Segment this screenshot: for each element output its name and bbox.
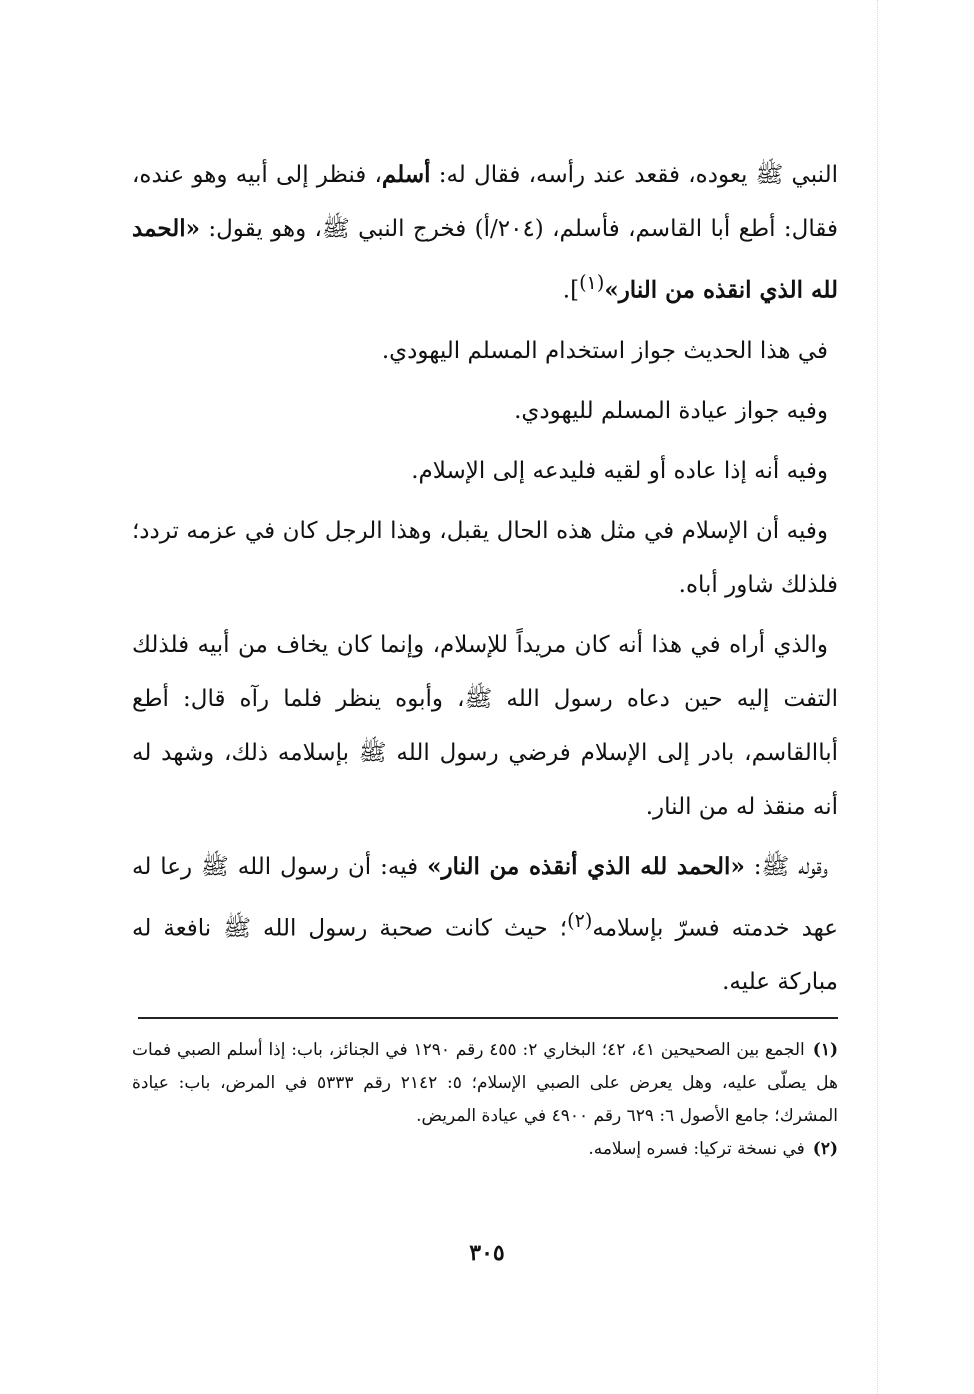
page-number: ٣٠٥ [469,1240,505,1266]
paragraph-hadith-end [132,148,838,318]
paragraph-text: في هذا الحديث جواز استخدام المسلم اليهودي. [381,337,828,364]
bold-quote: «الحمد لله الذي أنقذه من النار» [427,852,745,880]
main-text [132,148,838,1015]
footnote-text: الجمع بين الصحيحين ٤١، ٤٢؛ البخاري ٢: ٤٥٥ رقم ١٢٩٠ في الجنائز، باب: إذا أسلم الصبي فمات هل يصلّى عليه، وهل يعرض على الصبي الإسلام؛ ٥: ٢١٤٢ رقم ٥٣٣٣ في المرض، باب: عيادة المشرك؛ جامع الأصول ٦: ٦٢٩ رقم ٤٩٠٠ في عيادة المريض. [132,1040,838,1126]
commentary-paragraph [132,840,838,1010]
footnote-ref[interactable]: (٢) [567,908,593,932]
text-segment: ، فنظر إلى أبيه وهو عنده، فقال: أطع أبا القاسم، فأسلم، (٢٠٤/أ) فخرج النبي ﷺ، وهو يقول: [132,162,838,242]
commentary-paragraph [132,618,838,834]
footnote-item [132,1133,838,1166]
footnotes [132,1034,838,1166]
footnote-item [132,1034,838,1133]
footnote-number: (١) [812,1040,839,1060]
paragraph-text: وفيه جواز عيادة المسلم لليهودي. [514,397,828,424]
paragraph-text: وفيه أنه إذا عاده أو لقيه فليدعه إلى الإسلام. [411,457,828,484]
footnote-divider [138,1017,838,1019]
footnote-ref[interactable]: (١) [579,271,605,294]
paragraph-text: والذي أراه في هذا أنه كان مريداً للإسلام، وإنما كان يخاف من أبيه فلذلك التفت إليه حين دعاه رسول الله ﷺ، وأبوه ينظر فلما رآه قال: أطع أباالقاسم، بادر إلى الإسلام فرضي رسول الله ﷺ بإسلامه ذلك، وشهد له أنه منقذ له من النار. [132,631,838,820]
bold-quote: «الحمد لله الذي انقذه من النار» [132,215,838,304]
scan-edge-dots [877,0,878,1394]
benefit-paragraph [132,504,838,612]
benefit-paragraph [132,324,838,378]
text-segment: فيه: أن رسول الله ﷺ رعا له عهد خدمته فسرّ بإسلامه [132,853,838,942]
footnote-text: في نسخة تركيا: فسره إسلامه. [588,1139,805,1159]
paragraph-text: وفيه أن الإسلام في مثل هذه الحال يقبل، وهذا الرجل كان في عزمه تردد؛ فلذلك شاور أباه. [132,517,838,598]
text-segment: ]. [562,277,580,304]
footnote-number: (٢) [812,1139,838,1159]
benefit-paragraph [132,444,838,498]
bold-phrase: أسلم [381,161,431,188]
text-segment: ؛ حيث كانت صحبة رسول الله ﷺ نافعة له مباركة عليه. [132,915,838,996]
text-segment: وقوله ﷺ: [744,853,828,880]
benefit-paragraph [132,384,838,438]
text-segment: النبي ﷺ يعوده، فقعد عند رأسه، فقال له: [430,162,838,188]
